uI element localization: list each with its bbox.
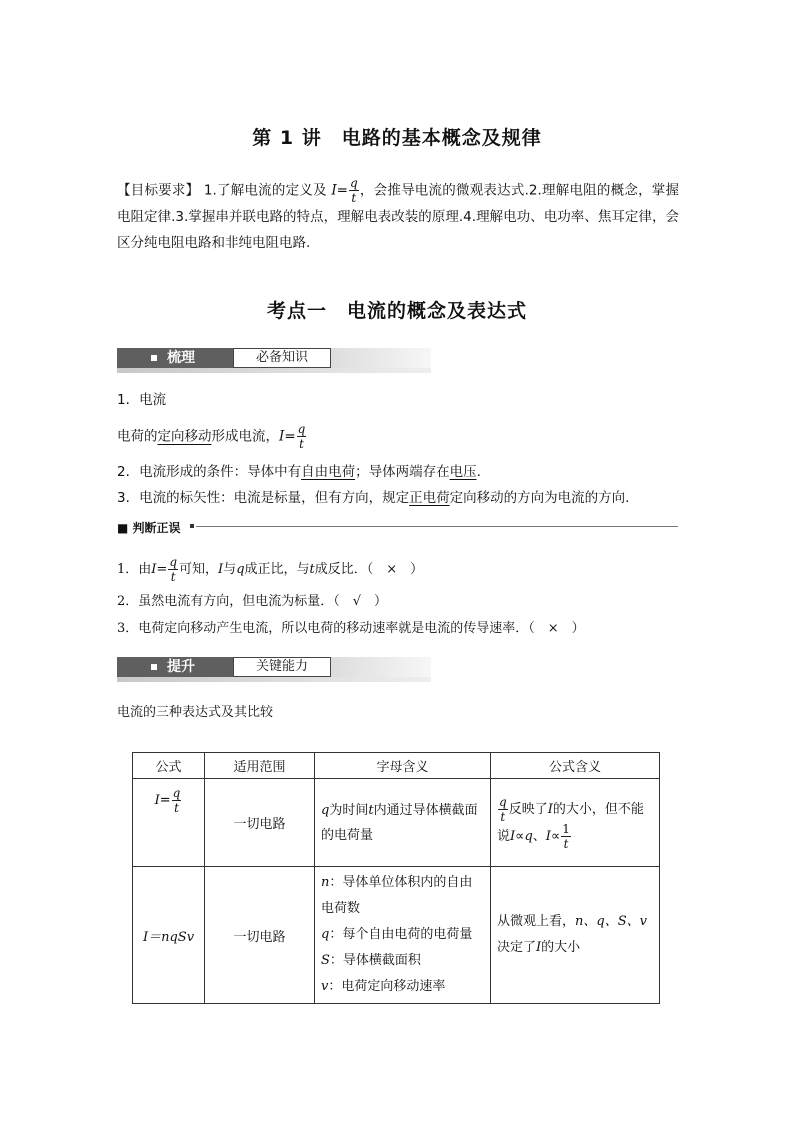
formula-cell: I= $\frac{q}{t}$ [133,779,205,867]
table-header-row [133,753,660,779]
banner-tag: 必备知识 [233,348,331,368]
section-title: 考点一 电流的概念及表达式 [266,300,527,322]
table-row [133,779,660,867]
table-header: 适用范围 [205,753,315,779]
table-header: 字母含义 [315,753,491,779]
letters-cell: q为时间t内通过导体横截面的电荷量 [315,779,491,867]
meaning-cell: $\frac{q}{t}$ 反映了I的大小，但不能 说I∝q、I∝ $\frac{1}{t}$ [491,779,660,867]
lecture-title: 第 1 讲 电路的基本概念及规律 [252,127,542,149]
judge-item-2: 2．虽然电流有方向，但电流为标量．（ √ ） [117,594,388,609]
table-header: 公式 [133,753,205,779]
judge-item-1: 1．由I= $\frac{q}{t}$ 可知，I与q成正比，与t成反比．（ × ） [117,555,424,584]
fraction-q-over-t: $\frac{q}{t}$ [349,176,358,205]
square-icon [151,664,157,670]
letters-cell: n：导体单位体积内的自由电荷数 q：每个自由电荷的电荷量 S：导体横截面积 v：电荷定向移动速率 [315,867,491,1004]
scope-cell: 一切电路 [205,779,315,867]
judge-item-3: 3．电荷定向移动产生电流，所以电荷的移动速率就是电流的传导速率．（ × ） [117,621,585,636]
knowledge-item-3: 3．电流的标矢性：电流是标量，但有方向，规定正电荷定向移动的方向为电流的方向. [117,490,630,506]
knowledge-item-1-text: 电荷的定向移动形成电流，I= $\frac{q}{t}$ [117,422,306,451]
square-icon [190,524,194,528]
scope-cell: 一切电路 [205,867,315,1004]
banner-improve: 提升 关键能力 [117,657,431,682]
square-icon [151,355,157,361]
comparison-table [132,752,660,1004]
knowledge-item-2: 2．电流形成的条件：导体中有自由电荷；导体两端存在电压. [117,464,481,480]
judge-title: ■ 判断正误 [117,521,181,535]
formula-cell: I＝nqSv [133,867,205,1004]
knowledge-item-1: 1．电流 [117,392,167,408]
goal-label: 【目标要求】 [117,182,200,199]
table-header: 公式含义 [491,753,660,779]
compare-title: 电流的三种表达式及其比较 [117,705,274,720]
divider [196,526,678,527]
meaning-cell: 从微观上看，n、q、S、v 决定了I的大小 [491,867,660,1004]
table-row [133,867,660,1004]
banner-tag: 关键能力 [233,657,331,677]
goal-paragraph: 【目标要求】 1.了解电流的定义及 I= $\frac{q}{t}$ ，会推导电流的微观表达式.2.理解电阻的概念，掌握电阻定律.3.掌握串并联电路的特点，理解电表改装的原理.4.理解电功、电功率、焦耳定律，会区分纯电阻电路和非纯电阻电路. [117,176,680,251]
banner-sorting: 梳理 必备知识 [117,348,431,373]
